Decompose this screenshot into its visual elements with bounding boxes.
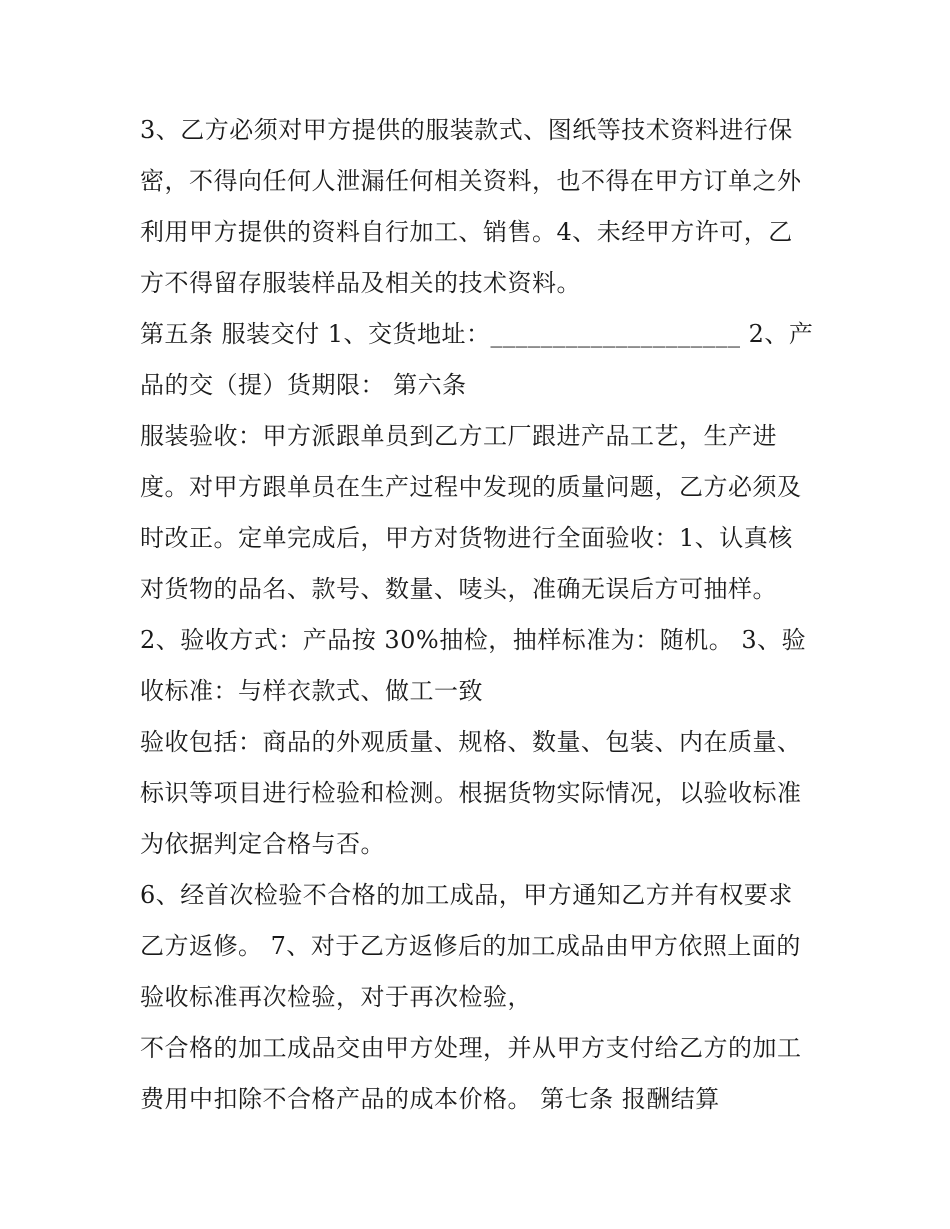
text-line: 验收包括：商品的外观质量、规格、数量、包装、内在质量、 [140,728,802,756]
text-line: 费用中扣除不合格产品的成本价格。 第七条 报酬结算 [140,1085,720,1113]
text-line: 利用甲方提供的资料自行加工、销售。4、未经甲方许可，乙 [140,218,793,246]
text-line: 不合格的加工成品交由甲方处理，并从甲方支付给乙方的加工 [140,1034,802,1062]
text-line: 乙方返修。 7、对于乙方返修后的加工成品由甲方依照上面的 [140,932,801,960]
text-line: 时改正。定单完成后，甲方对货物进行全面验收：1、认真核 [140,524,793,552]
document-page [140,105,820,1125]
text-line: 第五条 服装交付 1、交货地址：____________________ 2、产 [140,320,814,348]
text-line: 6、经首次检验不合格的加工成品，甲方通知乙方并有权要求 [140,881,793,909]
text-line: 品的交（提）货期限： 第六条 [140,371,467,399]
text-line: 验收标准再次检验，对于再次检验， [140,983,532,1011]
text-line: 3、乙方必须对甲方提供的服装款式、图纸等技术资料进行保 [140,116,793,144]
text-line: 为依据判定合格与否。 [140,830,385,858]
text-line: 服装验收：甲方派跟单员到乙方工厂跟进产品工艺，生产进 [140,422,777,450]
text-line: 2、验收方式：产品按 30%抽检，抽样标准为：随机。 3、验 [140,626,807,654]
text-line: 标识等项目进行检验和检测。根据货物实际情况，以验收标准 [140,779,802,807]
text-line: 方不得留存服装样品及相关的技术资料。 [140,269,581,297]
text-line: 收标准：与样衣款式、做工一致 [140,677,483,705]
text-line: 密，不得向任何人泄漏任何相关资料，也不得在甲方订单之外 [140,167,802,195]
text-line: 对货物的品名、款号、数量、唛头，准确无误后方可抽样。 [140,575,777,603]
text-line: 度。对甲方跟单员在生产过程中发现的质量问题，乙方必须及 [140,473,802,501]
